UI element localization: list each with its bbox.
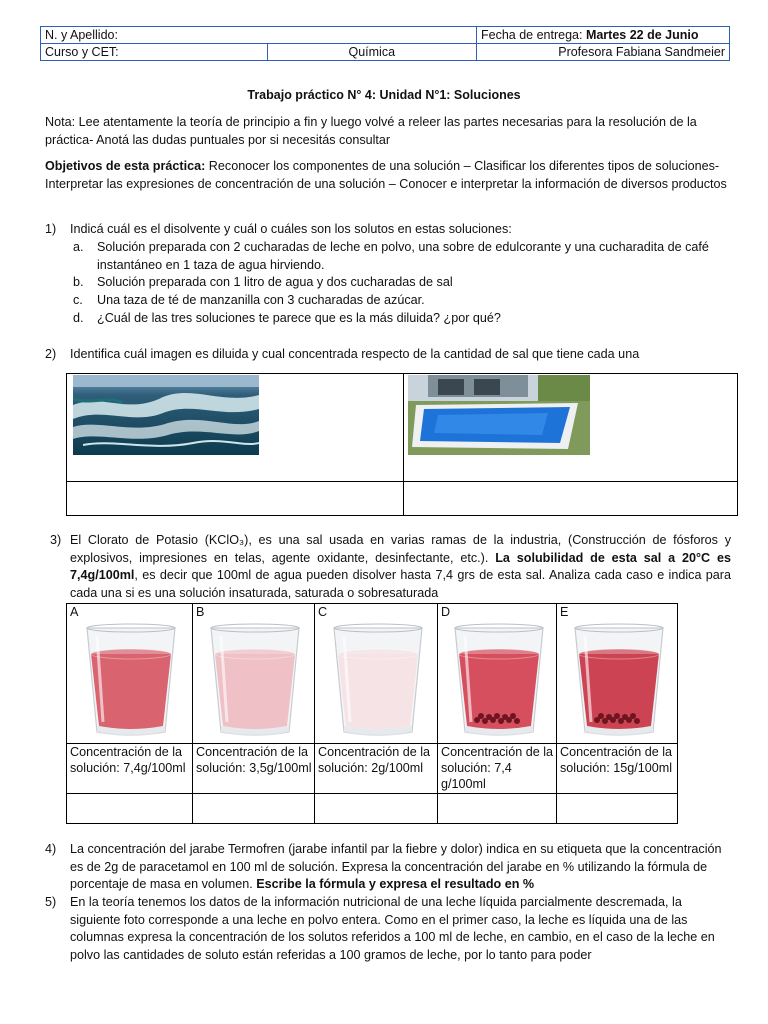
question-5: 5) En la teoría tenemos los datos de la información nutricional de una leche líquida parcialmente descremada, la siguiente foto corresponde a una leche en polvo entera. Como en el primer caso, la leche es líquida una de las columnas expresa la concentración de los solutos referidos a 100 ml de leche, en cambio, en el caso de la leche en polvo las cantidades de soluto están referidas a 100 gramos de leche, por lo tanto para poder (45, 895, 715, 962)
sediment-crystal (598, 713, 604, 719)
sediment-crystal (630, 713, 636, 719)
glass-answer-b[interactable] (193, 794, 315, 824)
sediment-crystal (514, 718, 520, 724)
liquid-surface (338, 649, 418, 659)
due-date-field: Fecha de entrega: Martes 22 de Junio (477, 27, 730, 44)
sediment-crystal (622, 714, 628, 720)
glass-caption-a: Concentración de la solución: 7,4g/100ml (67, 744, 193, 794)
sediment-crystal (634, 718, 640, 724)
glass-cell-a (67, 604, 193, 744)
glass-answer-e[interactable] (557, 794, 678, 824)
swimming-pool-image (408, 375, 590, 455)
glass-cell-d (438, 604, 557, 744)
question-1a: a. Solución preparada con 2 cucharadas de leche en polvo, una sobre de edulcorante y una cucharadita de café instantáneo en 1 taza de agua hirviendo. (73, 240, 709, 272)
glass-letter: D (441, 605, 451, 619)
glass-b-image (203, 622, 307, 740)
header-table (40, 26, 730, 61)
teacher-cell: Profesora Fabiana Sandmeier (477, 44, 730, 61)
answer-row (67, 794, 678, 824)
sea-answer-cell[interactable] (67, 482, 404, 516)
glass-a-image (79, 622, 183, 740)
liquid-surface (579, 649, 659, 659)
glass-letter: A (70, 605, 79, 619)
sediment-crystal (478, 713, 484, 719)
glass-row (67, 604, 678, 744)
glass-caption-d: Concentración de la solución: 7,4 g/100ml (438, 744, 557, 794)
pool-cell (404, 374, 738, 482)
caption-row (67, 744, 678, 794)
question-1d: d. ¿Cuál de las tres soluciones te parece que es la más diluida? ¿por qué? (73, 311, 501, 325)
sea-cell (67, 374, 404, 482)
glass-caption-c: Concentración de la solución: 2g/100ml (315, 744, 438, 794)
objectives-paragraph: Objetivos de esta práctica: Reconocer los componentes de una solución – Clasificar los diferentes tipos de soluciones- Interpretar las expresiones de concentración de una solución – Conocer e interpretar la información de diversos productos (45, 159, 727, 191)
glass-answer-d[interactable] (438, 794, 557, 824)
sediment-crystal (614, 713, 620, 719)
question-1: 1) Indicá cuál es el disolvente y cuál o cuáles son los solutos en estas soluciones: (45, 222, 512, 236)
objectives-label: Objetivos de esta práctica: (45, 159, 206, 173)
glass-letter: E (560, 605, 569, 619)
course-field[interactable]: Curso y CET: (41, 44, 268, 61)
liquid-surface (91, 649, 171, 659)
question-1b: b. Solución preparada con 1 litro de agua y dos cucharadas de sal (73, 275, 453, 289)
glass-caption-b: Concentración de la solución: 3,5g/100ml (193, 744, 315, 794)
liquid-surface (459, 649, 539, 659)
sediment-crystal (486, 714, 492, 720)
glass-c-image (326, 622, 430, 740)
glass-answer-c[interactable] (315, 794, 438, 824)
sediment-crystal (606, 714, 612, 720)
glass-answer-a[interactable] (67, 794, 193, 824)
glass-d-image (447, 622, 551, 740)
sea-waves-image (73, 375, 259, 455)
question-4: 4) La concentración del jarabe Termofren (jarabe infantil par la fiebre y dolor) indica en su etiqueta que la concentración es de 2g de paracetamol en 100 ml de solución. Expresa la concentración del jarabe en % utilizando la fórmula de porcentaje de masa en volumen. Escribe la fórmula y expresa el resultado en % (45, 842, 722, 891)
name-field[interactable]: N. y Apellido: (41, 27, 477, 44)
glass-cell-e (557, 604, 678, 744)
glass-cell-c (315, 604, 438, 744)
question-1c: c. Una taza de té de manzanilla con 3 cucharadas de azúcar. (73, 293, 425, 307)
glass-letter: C (318, 605, 328, 619)
question-2: 2) Identifica cuál imagen es diluida y cual concentrada respecto de la cantidad de sal que tiene cada una (45, 347, 640, 361)
sediment-crystal (494, 713, 500, 719)
glass-caption-e: Concentración de la solución: 15g/100ml (557, 744, 678, 794)
liquid-surface (215, 649, 295, 659)
glasses-table (66, 603, 678, 824)
sediment-crystal (502, 714, 508, 720)
page-title: Trabajo práctico N° 4: Unidad N°1: Soluciones (247, 88, 521, 102)
pool-answer-cell[interactable] (404, 482, 738, 516)
sediment-crystal (510, 713, 516, 719)
note-paragraph: Nota: Lee atentamente la teoría de principio a fin y luego volvé a releer las partes necesarias para la resolución de la práctica- Anotá las dudas puntuales por si necesitás consultar (45, 115, 697, 147)
glass-letter: B (196, 605, 205, 619)
subject-cell: Química (267, 44, 476, 61)
question-3: 3) El Clorato de Potasio (KClO₃), es una sal usada en varias ramas de la industria, (Construcción de fósforos y explosivos, impresiones en telas, agente oxidante, desinfectante, etc.). La solubilidad de esta sal a 20°C es 7,4g/100ml, es decir que 100ml de agua pueden disolver hasta 7,4 grs de esta sal. Analiza cada caso e indica para cada una si es una solución insaturada, saturada o sobresaturada (50, 533, 731, 600)
glass-e-image (567, 622, 671, 740)
glass-cell-b (193, 604, 315, 744)
images-table (66, 373, 738, 516)
